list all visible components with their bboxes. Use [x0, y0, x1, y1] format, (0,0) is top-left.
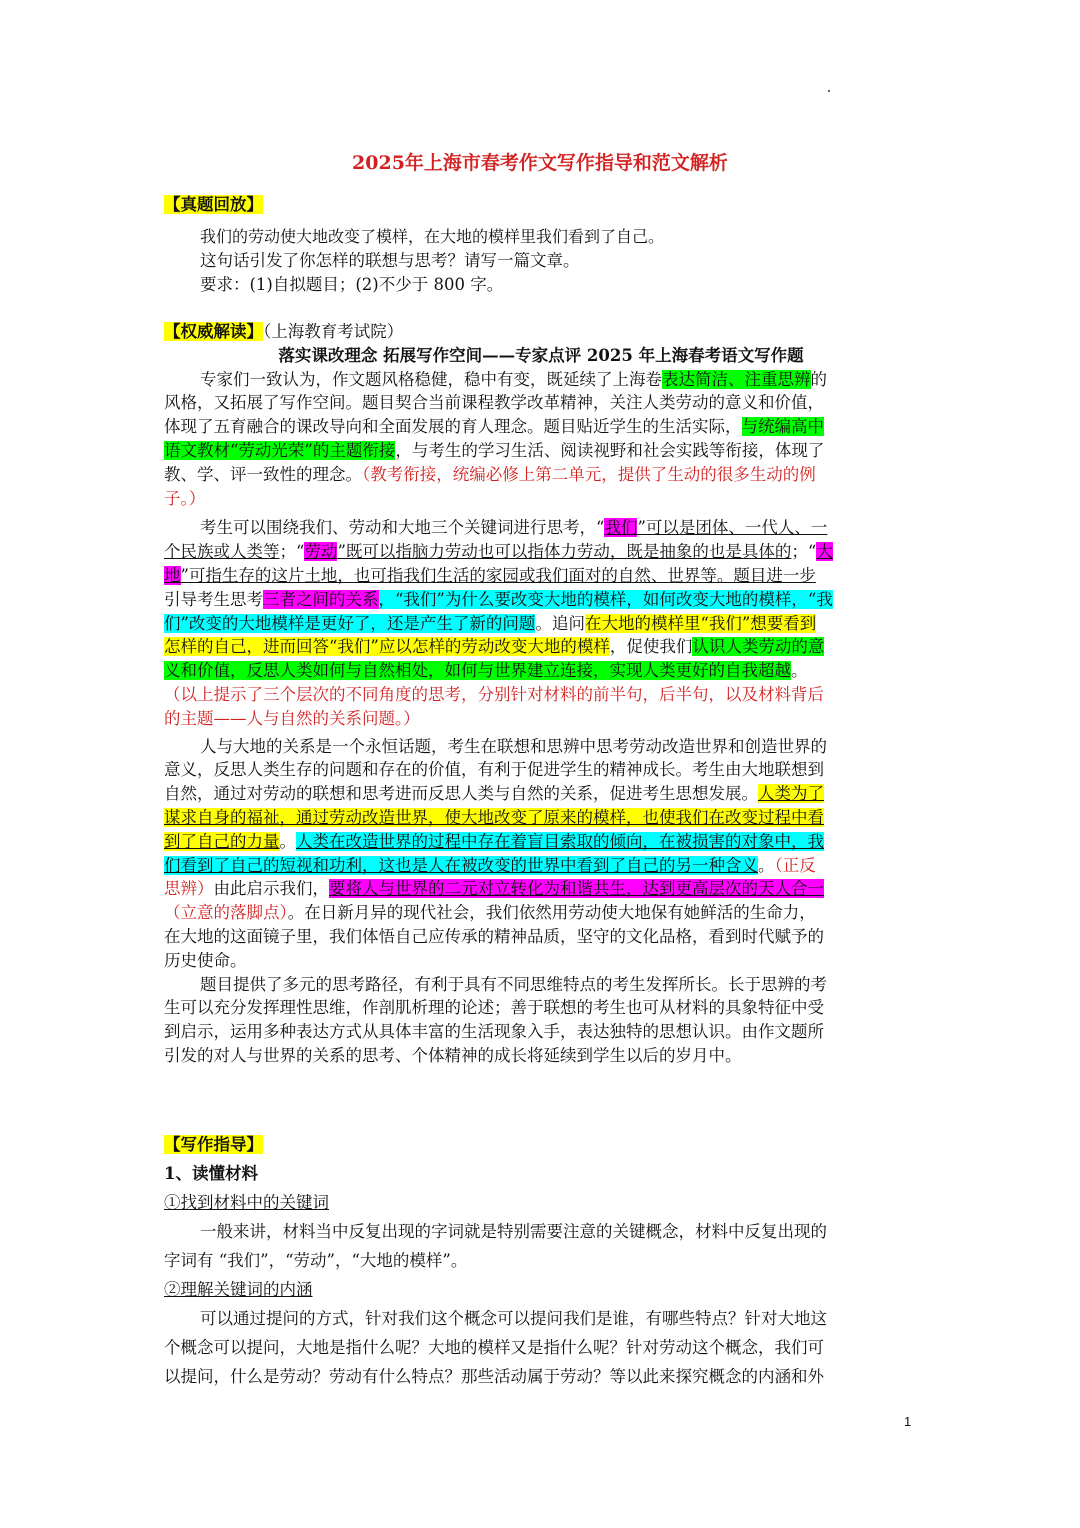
highlight: 到了自己的力量 [164, 831, 280, 851]
section-label-writing-guide: 【写作指导】 [164, 1135, 263, 1154]
question-line: 要求：(1)自拟题目；(2)不少于 800 字。 [200, 274, 504, 294]
paragraph-line: 引导考生思考三者之间的关系，“我们”为什么要改变大地的模样，如何改变大地的模样，“我 [164, 589, 833, 609]
highlight: 大 [816, 542, 833, 562]
paragraph-line: 地”可指生存的这片土地，也可指我们生活的家园或我们面对的自然、世界等。题目进一步 [164, 565, 816, 585]
highlight: 们看到了自己的短视和功利，这也是人在被改变的世界中看到了自己的另一种含义 [164, 855, 758, 875]
highlight: 怎样的自己，进而回答“我们”应以怎样的劳动改变大地的模样 [164, 637, 610, 657]
highlight: 三者之间的关系 [263, 589, 379, 609]
paragraph-line: 到了自己的力量。人类在改造世界的过程中存在着盲目索取的倾向，在被损害的对象中，我 [164, 831, 824, 851]
question-text-2 [164, 249, 918, 297]
paragraph-line: （立意的落脚点）。在日新月异的现代社会，我们依然用劳动使大地保有她鲜活的生命力， [164, 903, 816, 923]
paragraph-line: 个民族或人类等；“劳动”既可以指脑力劳动也可以指体力劳动，既是抽象的也是具体的；“大 [164, 542, 833, 562]
highlight: 语文教材“劳动光荣”的主题衔接 [164, 440, 396, 460]
highlight: 人类为了 [758, 784, 824, 804]
annotation: （立意的落脚点） [164, 903, 288, 923]
highlight: 谋求自身的福祉，通过劳动改造世界，使大地改变了原来的模样，也使我们在改变过程中看 [164, 807, 824, 827]
paragraph-line: 在大地的这面镜子里，我们体悟自己应传承的精神品质，坚守的文化品格，看到时代赋予的 [164, 926, 824, 946]
paragraph-line: 语文教材“劳动光荣”的主题衔接，与考生的学习生活、阅读视野和社会实践等衔接，体现了 [164, 440, 825, 460]
paragraph-line: 义和价值，反思人类如何与自然相处，如何与世界建立连接，实现人类更好的自我超越。 [164, 661, 808, 681]
highlight: 义和价值，反思人类如何与自然相处，如何与世界建立连接，实现人类更好的自我超越 [164, 661, 791, 681]
guide-subheading: ②理解关键词的内涵 [164, 1280, 313, 1299]
paragraph-line: 引发的对人与世界的关系的思考、个体精神的成长将延续到学生以后的岁月中。 [164, 1045, 742, 1065]
annotation: 思辨） [164, 879, 214, 899]
decor-dot [828, 90, 830, 92]
guide-heading: 1、读懂材料 [164, 1164, 258, 1183]
highlight: 地 [164, 565, 181, 585]
question-text [164, 225, 918, 249]
paragraph-line: 们”改变的大地模样是更好了，还是产生了新的问题。追问在大地的模样里“我们”想要看到 [164, 613, 817, 633]
paragraph-line: 风格，又拓展了写作空间。题目契合当前课程教学改革精神，关注人类劳动的意义和价值， [164, 393, 824, 413]
paragraph-line: 专家们一致认为，作文题风格稳健，稳中有变，既延续了上海卷表达简洁、注重思辨的 [200, 369, 827, 389]
paragraph-line: 可以通过提问的方式，针对我们这个概念可以提问我们是谁，有哪些特点？针对大地这 [200, 1309, 827, 1328]
paragraph-line: 考生可以围绕我们、劳动和大地三个关键词进行思考，“我们”可以是团体、一代人、一 [200, 518, 828, 538]
paragraph-line: 教、学、评一致性的理念。（教考衔接，统编必修上第二单元，提供了生动的很多生动的例 [164, 464, 816, 484]
paragraph-line [164, 806, 918, 830]
highlight: 劳动 [304, 542, 338, 562]
annotation: 的主题——人与自然的关系问题。） [164, 708, 420, 728]
paragraph-line: 生可以充分发挥理性思维，作剖肌析理的论述；善于联想的考生也可从材料的具象特征中受 [164, 998, 824, 1018]
paragraph-line: 们看到了自己的短视和功利，这也是人在被改变的世界中看到了自己的另一种含义。（正反 [164, 855, 816, 875]
paragraph-line: 意义，反思人类生存的问题和存在的价值，有利于促进学生的精神成长。考生由大地联想到 [164, 760, 824, 780]
paragraph-line: 以提问，什么是劳动？劳动有什么特点？那些活动属于劳动？等以此来探究概念的内涵和外 [164, 1367, 824, 1386]
paragraph-line: 自然，通过对劳动的联想和思考进而反思人类与自然的关系，促进考生思想发展。人类为了 [164, 784, 824, 804]
paragraph-line: 个概念可以提问，大地是指什么呢？大地的模样又是指什么呢？针对劳动这个概念，我们可 [164, 1338, 824, 1357]
paragraph-line: 字词有 “我们”，“劳动”，“大地的模样”。 [164, 1251, 468, 1270]
highlight: 我们 [604, 518, 638, 538]
annotation: （以上提示了三个层次的不同角度的思考，分别针对材料的前半句，后半句，以及材料背后 [164, 684, 824, 704]
annotation: 子。） [164, 488, 206, 508]
highlight: 们”改变的大地模样是更好了，还是产生了新的问题 [164, 613, 536, 633]
guide-subheading: ①找到材料中的关键词 [164, 1193, 329, 1212]
section-label-real-question: 【真题回放】 [164, 195, 263, 214]
paragraph-line: 一般来讲，材料当中反复出现的字词就是特别需要注意的关键概念，材料中反复出现的 [200, 1222, 827, 1241]
section-authority [164, 320, 918, 1068]
paragraph-line: 题目提供了多元的思考路径，有利于具有不同思维特点的考生发挥所长。长于思辨的考 [200, 974, 827, 994]
highlight: ，“我们”为什么要改变大地的模样，如何改变大地的模样，“我 [378, 589, 833, 609]
paragraph-line: 思辨）由此启示我们，要将人与世界的二元对立转化为和谐共生，达到更高层次的天人合一 [164, 879, 824, 899]
paragraph-line: 到启示，运用多种表达方式从具体丰富的生活现象入手，表达独特的思想认识。由作文题所 [164, 1022, 824, 1042]
question-line: 这句话引发了你怎样的联想与思考？请写一篇文章。 [200, 251, 580, 270]
highlight: 表达简洁、注重思辨 [662, 369, 811, 389]
paragraph-line: 怎样的自己，进而回答“我们”应以怎样的劳动改变大地的模样，促使我们认识人类劳动的意 [164, 637, 825, 657]
section-writing-guide [164, 1130, 918, 1391]
authority-source: （上海教育考试院） [263, 322, 404, 341]
section-label-authority: 【权威解读】 [164, 322, 263, 341]
paragraph-line: 历史使命。 [164, 950, 247, 970]
highlight: 人类在改造世界的过程中存在着盲目索取的倾向，在被损害的对象中，我 [296, 831, 824, 851]
highlight: 在大地的模样里“我们”想要看到 [584, 613, 817, 633]
page-number: 1 [904, 1414, 912, 1429]
paragraph-line: 体现了五育融合的课改导向和全面发展的育人理念。题目贴近学生的生活实际，与统编高中 [164, 417, 824, 437]
authority-subtitle: 落实课改理念 拓展写作空间——专家点评 2025 年上海春考语文写作题 [278, 345, 804, 365]
paragraph-line: 人与大地的关系是一个永恒话题，考生在联想和思辨中思考劳动改造世界和创造世界的 [200, 736, 827, 756]
highlight: 认识人类劳动的意 [692, 637, 825, 657]
question-line: 我们的劳动使大地改变了模样，在大地的模样里我们看到了自己。 [200, 227, 665, 246]
highlight: 与统编高中 [741, 417, 824, 437]
annotation: （教考衔接，统编必修上第二单元，提供了生动的很多生动的例 [362, 464, 816, 484]
page-title: 2025年上海市春考作文写作指导和范文解析 [352, 152, 728, 174]
annotation: （正反 [774, 855, 816, 875]
highlight: 要将人与世界的二元对立转化为和谐共生，达到更高层次的天人合一 [329, 879, 824, 899]
section-real-question [164, 193, 918, 217]
